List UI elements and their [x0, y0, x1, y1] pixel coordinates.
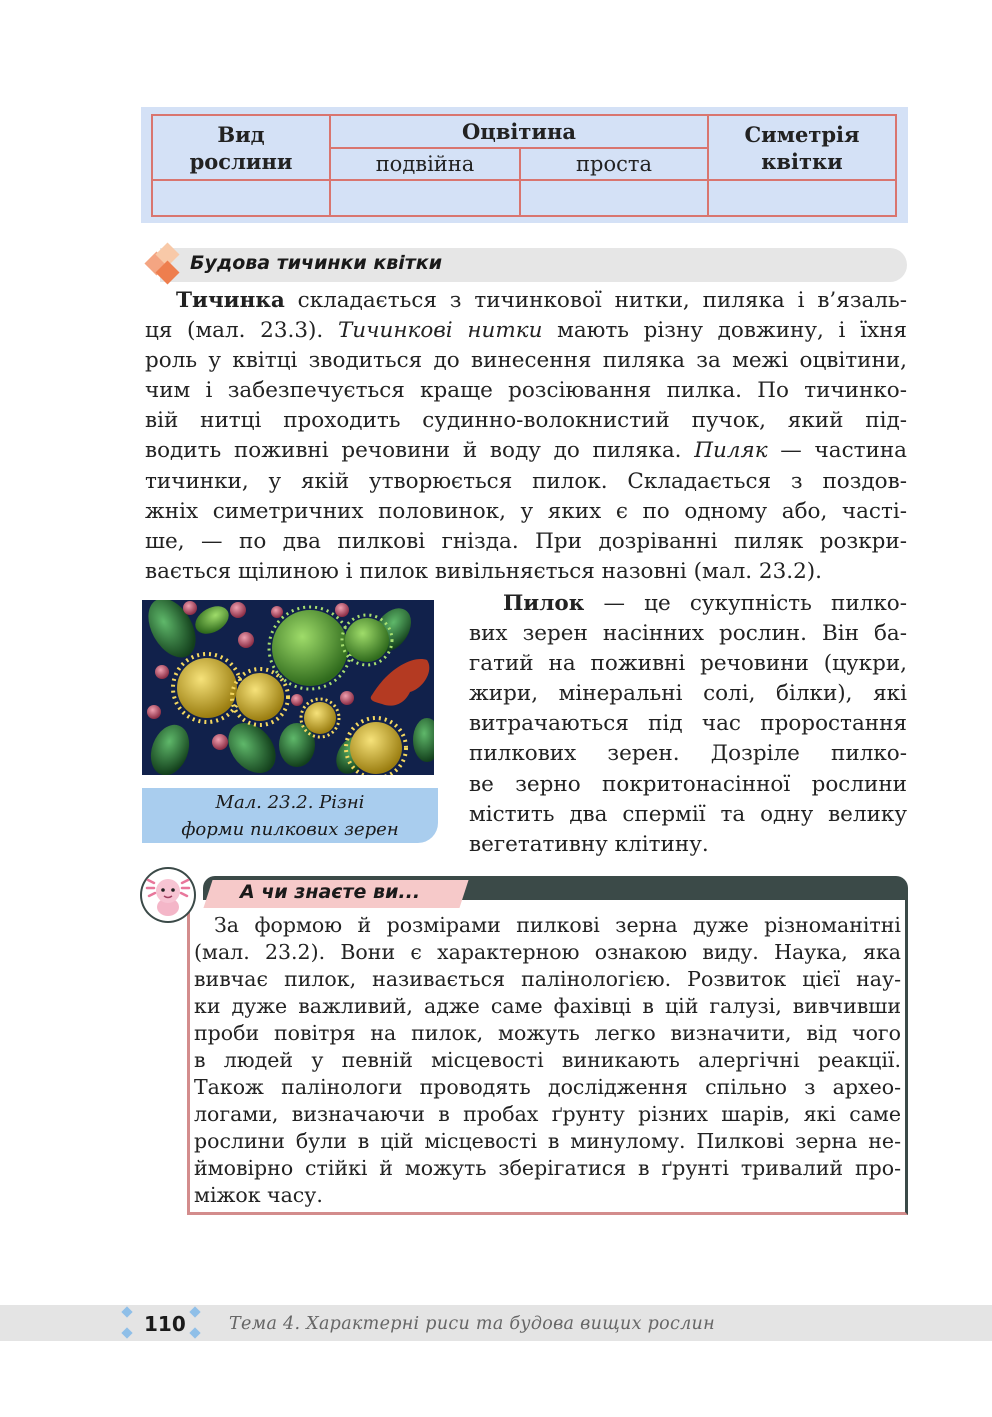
text-line: жніх симетричних половинок, у яких є по одному або, часті- [145, 498, 907, 524]
caption-line: Мал. 23.2. Різні [215, 792, 365, 813]
caption-line: форми пилкових зерен [181, 819, 399, 840]
pollen-illustration [142, 600, 434, 775]
header-text: рослини [189, 148, 293, 174]
text-line: рослини були в цій місцевості в минулому. Пилкові зерна не- [194, 1129, 901, 1153]
text-line: вих зерен насінних рослин. Він ба- [469, 621, 907, 647]
pollen-image [142, 600, 434, 775]
header-perianth: Оцвітина [462, 119, 576, 144]
text-line: в людей у певній місцевості виникають алергічні реакції. [194, 1048, 901, 1072]
header-text: Вид [217, 121, 265, 147]
text-line: (мал. 23.2). Вони є характерною ознакою виду. Наука, яка [194, 940, 901, 964]
text-line: міжок часу. [194, 1183, 323, 1207]
text-line: За формою й розмірами пилкові зерна дуже різноманітні [214, 913, 901, 937]
text-line: витрачаються під час проростання [469, 711, 907, 737]
text-line: логами, визначаючи в пробах ґрунту різних шарів, які саме [194, 1102, 901, 1126]
text-line: Також палінологи проводять дослідження спільно з архео- [194, 1075, 901, 1099]
header-simple: проста [576, 151, 652, 176]
text-line: ця (мал. 23.3). Тичинкові нитки мають різну довжину, і їхня [145, 318, 907, 344]
text-line: гатий на поживні речовини (цукри, [469, 651, 907, 677]
table-divider [153, 179, 895, 181]
header-text: Симетрія [744, 121, 860, 147]
paragraph-pollen [469, 589, 907, 860]
text-line: роль у квітці зводиться до винесення пиляка за межі оцвітини, [145, 348, 907, 374]
figure-caption [142, 788, 438, 843]
plant-table [151, 114, 897, 217]
section-title: Будова тичинки квітки [190, 252, 443, 274]
page-number: 110 [144, 1312, 186, 1336]
header-text: квітки [761, 148, 843, 174]
header-double: подвійна [375, 151, 475, 176]
text-line: вій нитці проходить судинно-волокнистий пучок, який під- [145, 408, 907, 434]
text-line: Пилок — це сукупність пилко- [503, 591, 907, 616]
header-plant-type [153, 116, 329, 179]
text-line: проби повітря на пилок, можуть легко визначити, від чого [194, 1021, 901, 1045]
text-line: вегетативну клітину. [469, 831, 709, 857]
text-line: ки дуже важливий, адже саме фахівці в цій галузі, вивчивши [194, 994, 901, 1018]
table-panel [141, 107, 908, 223]
text-line: тичинки, у якій утворюється пилок. Складається з поздов- [145, 468, 907, 494]
did-you-know-title: А чи знаєте ви... [240, 881, 421, 903]
text-line: пилкових зерен. Дозріле пилко- [469, 741, 907, 767]
text-line: водить поживні речовини й воду до пиляка. Пиляк — частина [145, 438, 907, 464]
text-line: містить два спермії та одну велику [469, 801, 907, 827]
paragraph-stamen [145, 286, 907, 587]
text-line: ймовірно стійкі й можуть зберігатися в ґрунті тривалий про- [194, 1156, 901, 1180]
text-line: вається щілиною і пилок вивільняється назовні (мал. 23.2). [145, 558, 822, 584]
text-line: вивчає пилок, називається палінологією. Розвиток цієї нау- [194, 967, 901, 991]
did-you-know-text [194, 912, 901, 1209]
axolotl-icon [142, 869, 194, 921]
text-line: чим і забезпечується краще розсіювання пилка. По тичинко- [145, 378, 907, 404]
header-symmetry [709, 116, 895, 179]
text-line: жири, мінеральні солі, білки), які [469, 681, 907, 707]
text-line: ше, — по два пилкові гнізда. При дозріванні пиляк розкри- [145, 528, 907, 554]
chapter-title: Тема 4. Характерні риси та будова вищих рослин [229, 1314, 715, 1334]
text-line: Тичинка складається з тичинкової нитки, пиляка і в’язаль- [176, 288, 907, 313]
text-line: ве зерно покритонасінної рослини [469, 771, 907, 797]
